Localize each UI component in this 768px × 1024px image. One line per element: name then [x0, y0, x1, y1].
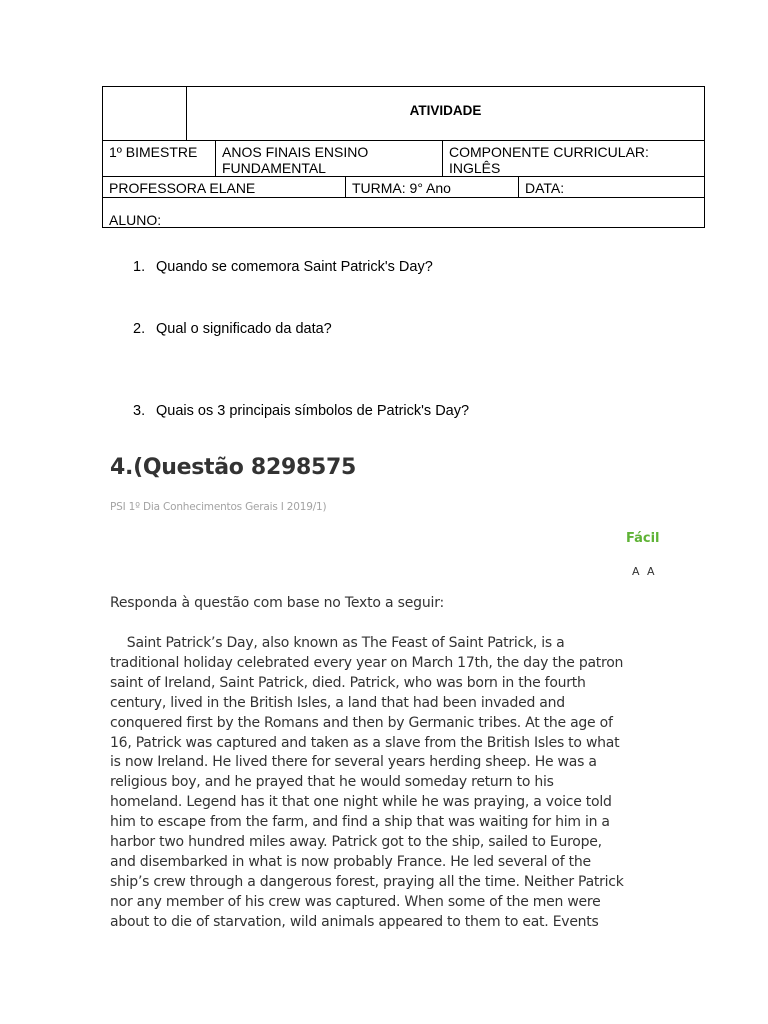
- passage-line: nor any member of his crew was captured. When some of the men were: [110, 893, 601, 910]
- passage-line: about to die of starvation, wild animals appeared to them to eat. Events: [110, 913, 599, 930]
- componente-label: COMPONENTE CURRICULAR: INGLÊS: [449, 144, 649, 176]
- activity-title: ATIVIDADE: [409, 103, 482, 118]
- professora-label: PROFESSORA ELANE: [109, 180, 256, 196]
- header-table: [102, 86, 705, 228]
- row-divider: [103, 140, 704, 141]
- passage-line: is now Ireland. He lived there for several years herding sheep. He was a: [110, 754, 597, 771]
- passage-line: and disembarked in what is now probably France. He led several of the: [110, 853, 591, 870]
- question-text: Quando se comemora Saint Patrick's Day?: [156, 259, 433, 275]
- question-3: [133, 403, 469, 419]
- bimestre-label: 1º BIMESTRE: [109, 144, 198, 160]
- passage-line: traditional holiday celebrated every year on March 17th, the day the patron: [110, 654, 624, 671]
- question-2: [133, 321, 332, 337]
- question-source: PSI 1º Dia Conhecimentos Gerais I 2019/1): [110, 501, 327, 513]
- question-4-title: 4.(Questão 8298575: [110, 455, 356, 480]
- aluno-label: ALUNO:: [109, 212, 162, 228]
- reading-passage: [110, 634, 670, 933]
- question-text: Qual o significado da data?: [156, 321, 332, 337]
- question-number: 1.: [133, 259, 146, 275]
- passage-line: Saint Patrick’s Day, also known as The Feast of Saint Patrick, is a: [110, 635, 565, 651]
- passage-line: harbor two hundred miles away. Patrick got to the ship, sailed to Europe,: [110, 834, 602, 851]
- question-number: 2.: [133, 321, 146, 337]
- question-1: [133, 259, 433, 275]
- passage-line: ship’s crew through a dangerous forest, praying all the time. Neither Patrick: [110, 873, 624, 890]
- font-size-controls[interactable]: A A: [632, 565, 655, 578]
- passage-line: him to escape from the farm, and find a ship that was waiting for him in a: [110, 814, 610, 831]
- passage-line: 16, Patrick was captured and taken as a slave from the British Isles to what: [110, 734, 620, 751]
- passage-line: homeland. Legend has it that one night while he was praying, a voice told: [110, 794, 612, 811]
- question-text: Quais os 3 principais símbolos de Patrick's Day?: [156, 403, 470, 419]
- question-number: 3.: [133, 403, 146, 419]
- turma-label: TURMA: 9° Ano: [352, 180, 451, 196]
- passage-line: century, lived in the British Isles, a land that had been invaded and: [110, 694, 565, 711]
- passage-line: religious boy, and he prayed that he would someday return to his: [110, 774, 554, 791]
- passage-line: saint of Ireland, Saint Patrick, died. Patrick, who was born in the fourth: [110, 674, 586, 691]
- data-label: DATA:: [525, 180, 565, 196]
- passage-line: conquered first by the Romans and then by Germanic tribes. At the age of: [110, 714, 613, 731]
- difficulty-badge: Fácil: [626, 531, 660, 546]
- question-prompt: Responda à questão com base no Texto a seguir:: [110, 595, 445, 611]
- anos-finais-label: ANOS FINAIS ENSINO FUNDAMENTAL: [222, 144, 369, 176]
